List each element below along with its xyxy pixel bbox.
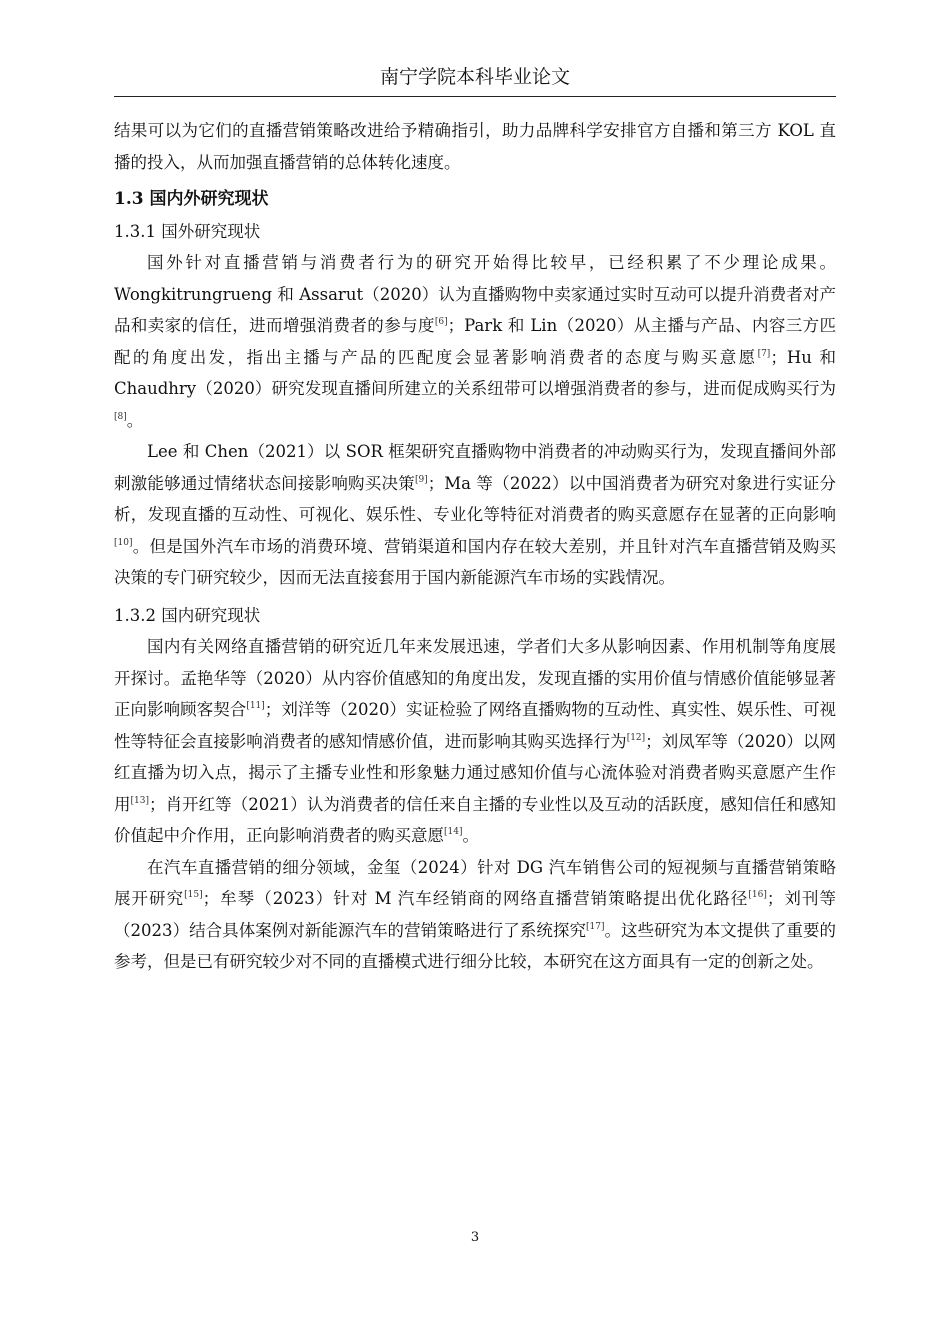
citation-6: [6]	[434, 317, 448, 327]
citation-10: [10]	[114, 537, 133, 548]
text-run: 。	[462, 826, 479, 845]
citation-12: [12]	[626, 732, 646, 743]
citation-17: [17]	[586, 921, 605, 932]
text-run: ；Hu 和 Chaudhry（2020）研究发现直播间所建立的关系纽带可以增强消费者的参与，进而促成购买行为	[114, 347, 837, 398]
page-body	[114, 115, 836, 978]
text-run: 国外针对直播营销与消费者行为的研究开始得比较早，已经积累了不少理论成果。Wongkitrungrueng 和 Assarut（2020）认为直播购物中卖家通过实时互动可以提升消费者对产品和卖家的信任，进而增强消费者的参与度	[114, 253, 836, 335]
text-run: ；刘洋等（2020）实证检验了网络直播购物的互动性、真实性、娱乐性、可视性等特征会直接影响消费者的感知情感价值，进而影响其购买选择行为	[114, 700, 837, 751]
citation-8: [8]	[114, 411, 127, 422]
text-run: ；牟琴（2023）针对 M 汽车经销商的网络直播营销策略提出优化路径	[202, 889, 749, 908]
continuation-paragraph: 结果可以为它们的直播营销策略改进给予精确指引，助力品牌科学安排官方自播和第三方 KOL 直播的投入，从而加强直播营销的总体转化速度。	[114, 121, 836, 172]
text-run: ；Park 和 Lin（2020）从主播与产品、内容三方匹配的角度出发，指出主播与产品的匹配度会显著影响消费者的态度与购买意愿	[114, 316, 836, 367]
paragraph-domestic-1	[114, 631, 836, 852]
citation-11: [11]	[246, 701, 265, 711]
text-run: 。这些研究为本文提供了重要的参考，但是已有研究较少对不同的直播模式进行细分比较，本研究在这方面具有一定的创新之处。	[114, 920, 837, 971]
running-header: 南宁学院本科毕业论文	[379, 66, 570, 88]
citation-9: [9]	[414, 474, 428, 485]
text-run: 。	[126, 410, 144, 430]
paragraph-foreign-1	[114, 247, 836, 436]
citation-15: [15]	[184, 890, 203, 900]
citation-14: [14]	[444, 827, 463, 837]
header-divider	[114, 96, 836, 97]
subsection-heading-domestic: 1.3.2 国内研究现状	[114, 605, 261, 625]
paragraph-foreign-2	[114, 436, 836, 594]
citation-13: [13]	[130, 795, 150, 806]
paragraph-domestic-2	[114, 852, 836, 978]
citation-16: [16]	[748, 890, 767, 900]
text-run: ；肖开红等（2021）认为消费者的信任来自主播的专业性以及互动的活跃度，感知信任和感知价值起中介作用，正向影响消费者的购买意愿	[114, 794, 837, 845]
citation-7: [7]	[757, 348, 771, 359]
text-run: Lee 和 Chen（2021）以 SOR 框架研究直播购物中消费者的冲动购买行为，发现直播间外部刺激能够通过情绪状态间接影响购买决策	[114, 442, 836, 493]
page-number: 3	[470, 1230, 480, 1245]
text-run: ；刘凤军等（2020）以网红直播为切入点，揭示了主播专业性和形象魅力通过感知价值与心流体验对消费者购买意愿产生作用	[114, 731, 837, 814]
subsection-heading-foreign: 1.3.1 国外研究现状	[114, 221, 261, 241]
section-heading: 1.3 国内外研究现状	[114, 189, 269, 209]
text-run: 国内有关网络直播营销的研究近几年来发展迅速，学者们大多从影响因素、作用机制等角度展开探讨。孟艳华等（2020）从内容价值感知的角度出发，发现直播的实用价值与情感价值能够显著正向影响顾客契合	[114, 637, 836, 719]
text-run: ；刘刊等（2023）结合具体案例对新能源汽车的营销策略进行了系统探究	[114, 889, 836, 940]
text-run: 在汽车直播营销的细分领域，金玺（2024）针对 DG 汽车销售公司的短视频与直播营销策略展开研究	[114, 857, 836, 908]
text-run: 。但是国外汽车市场的消费环境、营销渠道和国内存在较大差别，并且针对汽车直播营销及购买决策的专门研究较少，因而无法直接套用于国内新能源汽车市场的实践情况。	[114, 536, 836, 587]
text-run: ；Ma 等（2022）以中国消费者为研究对象进行实证分析，发现直播的互动性、可视化、娱乐性、专业化等特征对消费者的购买意愿存在显著的正向影响	[114, 473, 837, 524]
